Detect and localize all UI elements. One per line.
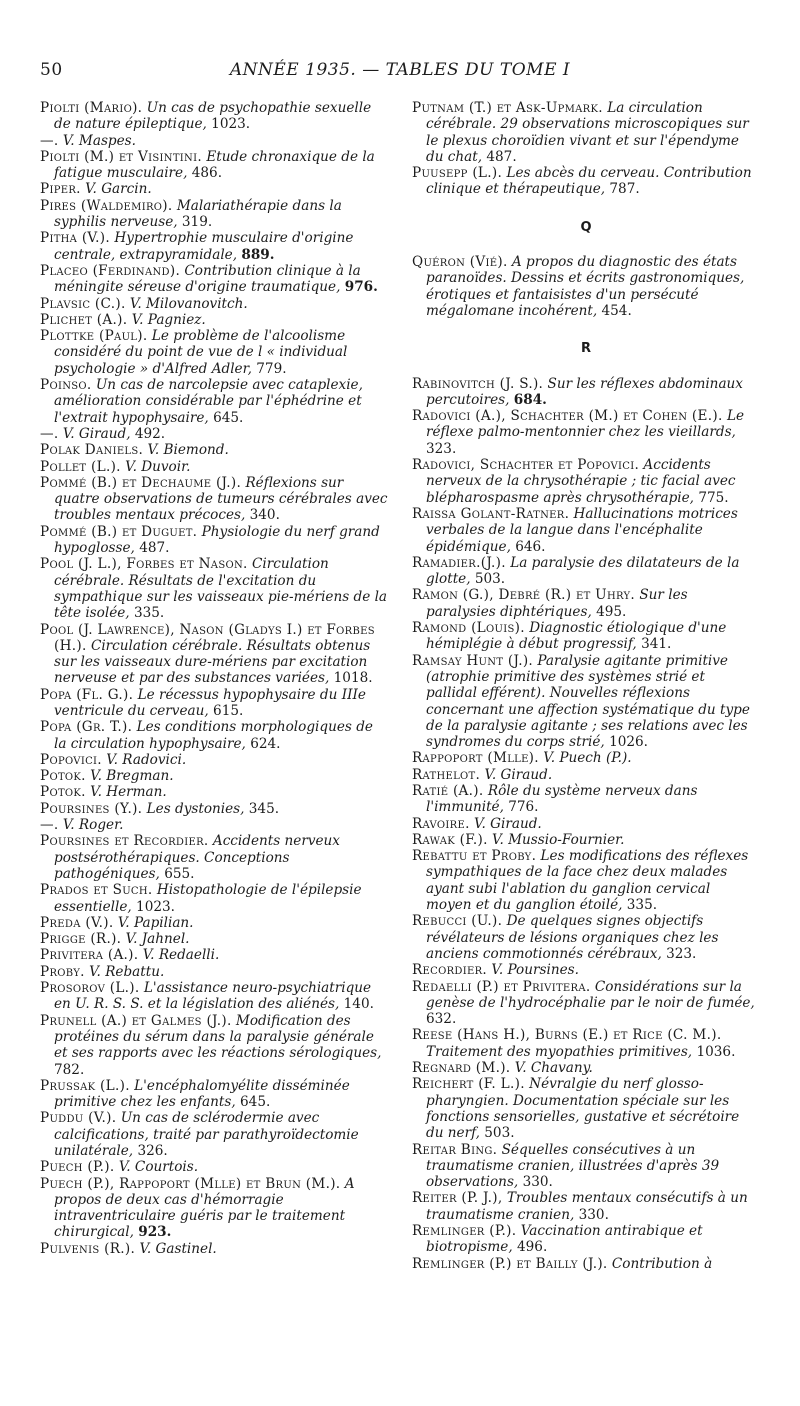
entry-title: Troubles mentaux consécutifs à un traumatisme cranien,: [426, 1190, 748, 1223]
page-header: [40, 60, 760, 86]
index-entry: [40, 719, 388, 752]
section-letter-r: R: [580, 341, 591, 357]
entry-title: V. Herman.: [90, 784, 167, 801]
entry-author: Reese (Hans H.), Burns (E.) et Rice (C. M.).: [412, 1027, 722, 1044]
entry-author: Piper.: [40, 181, 81, 198]
entry-author: Piolti (M.) et Visintini.: [40, 148, 202, 165]
entry-title: Paralysie agitante primitive (atrophie primitive des systèmes strié et pallidal efférent). Nouvelles réflexions concernant une affection systématique du type de la paralysie agitante ; ses relations avec les syndromes du corps strié,: [426, 652, 750, 751]
entry-author: Poursines et Recordier.: [40, 833, 209, 850]
entry-title: Vaccination antirabique et biotropisme,: [426, 1223, 703, 1256]
entry-page: 492.: [134, 425, 166, 442]
index-entry: [40, 198, 388, 231]
entry-title: Névralgie du nerf glosso-pharyngien. Documentation spéciale sur les fonctions sensorielles, gustative et sécrétoire du nerf,: [426, 1076, 740, 1142]
entry-page: 1023.: [211, 116, 251, 133]
entry-title: V. Chavany.: [514, 1060, 593, 1077]
entry-title: Modification des protéines du sérum dans la paralysie générale et ses rapports avec les réactions sérologiques,: [54, 1012, 382, 1062]
index-entry: [40, 1176, 388, 1241]
entry-page: 1026.: [609, 734, 648, 751]
entry-author: Rebattu et Proby.: [412, 848, 537, 865]
entry-page: 775.: [698, 489, 729, 506]
entry-title: Circulation cérébrale. Résultats de l'excitation du sympathique sur les vaisseaux pie-mériens de la tête isolée,: [54, 556, 388, 622]
entry-author: Ramond (Louis).: [412, 620, 525, 637]
entry-author: Poinso.: [40, 377, 92, 394]
entry-author: Rawak (F.).: [412, 831, 488, 848]
entry-author: Puddu (V.).: [40, 1110, 117, 1127]
index-entry: [40, 133, 388, 149]
entry-author: Redaelli (P.) et Privitera.: [412, 978, 591, 995]
entry-author: Radovici, Schachter et Popovici.: [412, 457, 640, 474]
index-entry: [40, 622, 388, 687]
entry-page: 632.: [426, 1011, 457, 1028]
entry-title: V. Radovici.: [106, 751, 187, 768]
entry-page: 782.: [54, 1061, 85, 1078]
entry-author: Pool (J. Lawrence), Nason (Gladys I.) et Forbes (H.).: [40, 621, 375, 654]
entry-title: L'encéphalomyélite disséminée primitive chez les enfants,: [54, 1077, 350, 1111]
entry-title: Considérations sur la genèse de l'hydrocéphalie par le noir de fumée,: [426, 978, 755, 1011]
entry-author: —.: [40, 817, 59, 834]
entry-title: La paralysie des dilatateurs de la glotte,: [426, 554, 740, 588]
index-entry: [40, 442, 388, 458]
entry-title: V. Giraud.: [484, 766, 553, 783]
entry-title: Les abcès du cerveau. Contribution clinique et thérapeutique,: [426, 165, 752, 198]
entry-title: Accidents nerveux postsérothérapiques. Conceptions pathogéniques,: [54, 833, 340, 882]
entry-title: V. Milovanovitch.: [129, 295, 248, 312]
entry-author: Prussak (L.).: [40, 1077, 130, 1094]
entry-author: Recordier.: [412, 962, 488, 979]
index-entry: [412, 1256, 760, 1272]
index-entry: [412, 1142, 760, 1191]
index-entry: [40, 556, 388, 621]
index-entry: [412, 1076, 760, 1141]
index-entry: [412, 913, 760, 962]
entry-author: Popa (Fl. G.).: [40, 686, 134, 703]
entry-title: V. Bregman.: [90, 768, 174, 785]
entry-page: 923.: [138, 1224, 172, 1241]
index-entry: [40, 426, 388, 442]
index-entry: [40, 1078, 388, 1111]
index-entry: [40, 801, 388, 817]
index-entry: [40, 459, 388, 475]
entry-page: 330.: [522, 1174, 553, 1191]
entry-page: 889.: [241, 246, 275, 263]
entry-title: V. Rebattu.: [89, 963, 165, 980]
index-entry: [40, 1110, 388, 1159]
index-entry: [412, 1223, 760, 1256]
index-entry: [40, 687, 388, 720]
entry-page: 140.: [343, 996, 374, 1013]
entry-author: Prunell (A.) et Galmes (J.).: [40, 1012, 232, 1029]
entry-page: 340.: [249, 507, 280, 524]
entry-title: Histopathologie de l'épilepsie essentielle,: [54, 882, 362, 915]
index-entry: [40, 181, 388, 197]
index-entry: [40, 312, 388, 328]
entry-author: Pollet (L.).: [40, 458, 121, 475]
entry-title: V. Jahnel.: [125, 931, 190, 948]
entry-title: Malariathérapie dans la syphilis nerveuse,: [54, 197, 342, 231]
entry-title: Sur les paralysies diphtériques,: [426, 587, 688, 620]
entry-author: Ramsay Hunt (J.).: [412, 652, 534, 669]
entry-page: 341.: [641, 636, 672, 653]
entry-author: Rappoport (Mlle).: [412, 750, 539, 767]
entry-author: Popovici.: [40, 751, 102, 768]
entry-title: V. Roger.: [62, 817, 124, 834]
index-entry: [40, 817, 388, 833]
entry-title: Hallucinations motrices verbales de la langue dans l'encéphalite épidémique,: [426, 505, 738, 555]
index-entry: [40, 377, 388, 426]
page-number: 50: [40, 60, 63, 80]
entry-page: 496.: [517, 1239, 548, 1256]
entry-page: 645.: [213, 409, 244, 426]
index-entry: [412, 750, 760, 766]
entry-title: Contribution clinique à la méningite séreuse d'origine traumatique,: [54, 262, 361, 296]
index-entry: [40, 149, 388, 182]
index-entry: [412, 653, 760, 751]
index-entry: [412, 587, 760, 620]
index-entry: [40, 524, 388, 557]
entry-title: Séquelles consécutives à un traumatisme cranien, illustrées d'après 39 observations,: [426, 1141, 720, 1191]
entry-page: 503.: [484, 1125, 515, 1142]
entry-author: Privitera (A.).: [40, 947, 139, 964]
entry-title: Physiologie du nerf grand hypoglosse,: [54, 523, 380, 557]
index-entry: [40, 980, 388, 1013]
entry-page: 655.: [164, 865, 195, 882]
entry-page: 486.: [191, 165, 223, 182]
entry-title: V. Duvoir.: [125, 458, 191, 475]
entry-title: Traitement des myopathies primitives,: [426, 1043, 693, 1060]
entry-author: Pommé (B.) et Dechaume (J.).: [40, 474, 242, 491]
entry-author: Plavsic (C.).: [40, 295, 126, 312]
index-entry: [40, 931, 388, 947]
entry-author: Rathelot.: [412, 766, 481, 783]
entry-title: V. Redaelli.: [142, 947, 220, 964]
entry-title: Les conditions morphologiques de la circulation hypophysaire,: [54, 719, 373, 752]
index-entry: [40, 100, 388, 133]
entry-title: Le problème de l'alcoolisme considéré du point de vue de l « individual psychologie » d'Alfred Adler,: [54, 328, 348, 377]
index-entry: [40, 328, 388, 377]
index-entry: [412, 979, 760, 1028]
running-title: ANNÉE 1935. — TABLES DU TOME I: [229, 60, 571, 80]
entry-title: V. Biemond.: [147, 442, 229, 459]
entry-author: Pommé (B.) et Duguet.: [40, 523, 198, 540]
entry-page: 1036.: [696, 1043, 736, 1060]
entry-title: Accidents nerveux de la chrysothérapie ; tic facial avec blépharospasme après chrysothérapie,: [426, 457, 736, 506]
index-entry: [412, 555, 760, 588]
entry-title: Les modifications des réflexes sympathiques de la face chez deux malades ayant subi l'ablation du ganglion cervical moyen et du ganglion étoilé,: [426, 848, 749, 914]
entry-title: La circulation cérébrale. 29 observations microscopiques sur le plexus choroïdien vivant et sur l'épendyme du chat,: [426, 100, 749, 165]
entries-r: [412, 376, 760, 1272]
entry-title: V. Courtois.: [118, 1159, 199, 1176]
entry-title: A propos du diagnostic des états paranoïdes. Dessins et écrits gastronomiques, érotiques et fantaisistes d'un persécuté mégalomane incohérent,: [426, 254, 745, 319]
entry-author: Popa (Gr. T.).: [40, 719, 133, 736]
entry-title: Circulation cérébrale. Résultats obtenus sur les vaisseaux dure-mériens par excitation nerveuse et par des substances variées,: [54, 637, 371, 687]
entry-author: Ramadier.(J.).: [412, 554, 506, 571]
index-entry: [412, 506, 760, 555]
entry-page: 624.: [250, 735, 281, 752]
entry-author: Prosorov (L.).: [40, 980, 140, 997]
entry-title: V. Gastinel.: [139, 1240, 217, 1257]
index-entry: [40, 1159, 388, 1175]
entry-title: L'assistance neuro-psychiatrique en U. R. S. S. et la législation des aliénés,: [54, 980, 372, 1013]
entry-author: —.: [40, 425, 59, 442]
entry-author: Proby.: [40, 963, 85, 980]
index-entry: [40, 882, 388, 915]
entry-page: 1023.: [136, 898, 175, 915]
index-entry: [412, 376, 760, 409]
entry-page: 776.: [508, 799, 539, 816]
left-column: [40, 100, 388, 1257]
index-entry: [40, 833, 388, 882]
entry-title: Réflexions sur quatre observations de tumeurs cérébrales avec troubles mentaux précoces,: [54, 474, 388, 524]
index-entry: [412, 767, 760, 783]
entry-page: 323.: [666, 945, 697, 962]
entry-title: V. Puech (P.).: [543, 750, 632, 767]
entry-title: V. Maspes.: [62, 132, 136, 149]
entry-author: Reitar Bing.: [412, 1141, 498, 1158]
entry-title: V. Poursines.: [491, 962, 579, 979]
entry-author: Ramon (G.), Debré (R.) et Uhry.: [412, 587, 636, 604]
entry-title: De quelques signes objectifs révélateurs de lésions organiques chez les anciens commotionnés cérébraux,: [426, 913, 719, 962]
index-entry: [40, 752, 388, 768]
index-entry: [412, 165, 760, 198]
entry-author: Regnard (M.).: [412, 1060, 511, 1077]
entry-author: Reiter (P. J.),: [412, 1190, 503, 1207]
entry-author: Pulvenis (R.).: [40, 1240, 136, 1257]
index-entry: [412, 254, 760, 319]
entry-author: Reichert (F. L.).: [412, 1076, 525, 1093]
entry-title: Rôle du système nerveux dans l'immunité,: [426, 782, 698, 816]
entry-page: 684.: [513, 391, 547, 408]
entry-page: 503.: [474, 571, 506, 588]
entry-page: 454.: [601, 302, 632, 319]
entry-author: Quéron (Vié).: [412, 254, 508, 271]
index-entry: [40, 1013, 388, 1078]
entry-title: Un cas de sclérodermie avec calcifications, traité par parathyroïdectomie unilatérale,: [54, 1110, 359, 1159]
entry-title: Contribution à: [611, 1255, 713, 1272]
section-letter-q: Q: [580, 219, 592, 235]
index-entry: [40, 296, 388, 312]
index-entry: [40, 915, 388, 931]
index-entry: [40, 1241, 388, 1257]
index-entry: [412, 100, 760, 165]
entry-author: Rebucci (U.).: [412, 913, 503, 930]
index-entry: [40, 768, 388, 784]
entry-title: V. Papilian.: [117, 914, 194, 931]
index-entry: [412, 783, 760, 816]
entry-author: Preda (V.).: [40, 914, 114, 931]
entry-title: Sur les réflexes abdominaux percutoires,: [426, 375, 743, 408]
entry-author: Piolti (Mario).: [40, 100, 143, 116]
entry-author: Putnam (T.) et Ask-Upmark.: [412, 100, 603, 116]
index-entry: [412, 620, 760, 653]
entries-p-continued: [412, 100, 760, 198]
entry-page: 787.: [609, 181, 640, 198]
entry-page: 495.: [596, 603, 627, 620]
entry-page: 319.: [181, 214, 213, 231]
entry-page: 326.: [137, 1143, 168, 1159]
entry-author: Raissa Golant-Ratner.: [412, 505, 570, 522]
entry-title: V. Pagniez.: [131, 311, 206, 328]
entry-page: 976.: [344, 279, 378, 296]
index-entry: [412, 1027, 760, 1060]
index-entry: [40, 475, 388, 524]
entry-author: Polak Daniels.: [40, 442, 144, 459]
entry-author: —.: [40, 132, 59, 149]
entry-page: 330.: [578, 1206, 609, 1223]
entries-q: [412, 254, 760, 319]
entry-author: Potok.: [40, 784, 86, 801]
entry-author: Puech (P.), Rappoport (Mlle) et Brun (M.).: [40, 1175, 341, 1192]
entry-author: Pitha (V.).: [40, 230, 111, 247]
index-entry: [40, 263, 388, 296]
entry-page: 487.: [486, 148, 517, 165]
entry-author: Remlinger (P.).: [412, 1223, 517, 1239]
index-entry: [412, 408, 760, 457]
entry-author: Ratié (A.).: [412, 782, 484, 799]
entry-title: Les dystonies,: [146, 800, 245, 817]
index-entry: [40, 230, 388, 263]
entry-author: Prados et Such.: [40, 882, 153, 899]
entry-author: Pires (Waldemiro).: [40, 197, 173, 214]
entry-author: Placeo (Ferdinand).: [40, 262, 181, 279]
entry-page: 1018.: [333, 670, 373, 687]
entry-page: 335.: [626, 897, 658, 914]
entry-author: Potok.: [40, 768, 86, 785]
index-entry: [40, 964, 388, 980]
entry-title: Le réflexe palmo-mentonnier chez les vieillards,: [426, 408, 745, 441]
index-entry: [412, 962, 760, 978]
index-entry: [40, 784, 388, 800]
entry-page: 779.: [256, 360, 287, 377]
entry-title: Etude chronaxique de la fatigue musculaire,: [54, 148, 375, 182]
entry-page: 615.: [213, 702, 244, 719]
entry-author: Pool (J. L.), Forbes et Nason.: [40, 556, 248, 573]
entry-author: Puusepp (L.).: [412, 165, 503, 182]
entry-page: 345.: [248, 800, 280, 817]
entry-title: Un cas de psychopathie sexuelle de nature épileptique,: [54, 100, 372, 133]
entry-title: Hypertrophie musculaire d'origine centrale, extrapyramidale,: [54, 230, 354, 263]
index-entry: [412, 832, 760, 848]
entry-author: Radovici (A.), Schachter (M.) et Cohen (E.).: [412, 408, 723, 425]
entry-author: Poursines (Y.).: [40, 800, 143, 817]
entry-author: Plichet (A.).: [40, 311, 128, 328]
entry-page: 487.: [139, 540, 170, 557]
entry-title: V. Giraud,: [62, 425, 131, 442]
index-entry: [412, 1190, 760, 1223]
entry-page: 646.: [515, 538, 546, 555]
entry-title: Le récessus hypophysaire du IIIe ventricule du cerveau,: [54, 686, 366, 719]
entry-author: Rabinovitch (J. S.).: [412, 375, 544, 392]
entry-page: 645.: [240, 1094, 271, 1111]
entry-page: 323.: [426, 440, 457, 457]
entry-author: Remlinger (P.) et Bailly (J.).: [412, 1255, 608, 1272]
index-entry: [40, 947, 388, 963]
entry-title: Diagnostic étiologique d'une hémiplégie à début progressif,: [426, 620, 727, 653]
entry-page: 335.: [133, 605, 165, 622]
entry-author: Plottke (Paul).: [40, 328, 148, 345]
index-entry: [412, 816, 760, 832]
index-entry: [412, 848, 760, 913]
entry-title: V. Garcin.: [85, 181, 152, 198]
entry-title: V. Giraud.: [474, 815, 542, 832]
entry-author: Ravoire.: [412, 815, 470, 832]
right-column: [412, 100, 760, 1272]
index-entry: [412, 1060, 760, 1076]
entry-title: Un cas de narcolepsie avec cataplexie, amélioration considérable par l'éphédrine et l'extrait hypophysaire,: [54, 377, 363, 426]
entry-author: Puech (P.).: [40, 1159, 115, 1176]
entry-title: V. Mussio-Fournier.: [492, 831, 625, 848]
index-entry: [412, 457, 760, 506]
entry-title: A propos de deux cas d'hémorragie intraventriculaire guéris par le traitement chirurgical,: [54, 1175, 355, 1241]
entry-author: Prigge (R.).: [40, 931, 122, 948]
